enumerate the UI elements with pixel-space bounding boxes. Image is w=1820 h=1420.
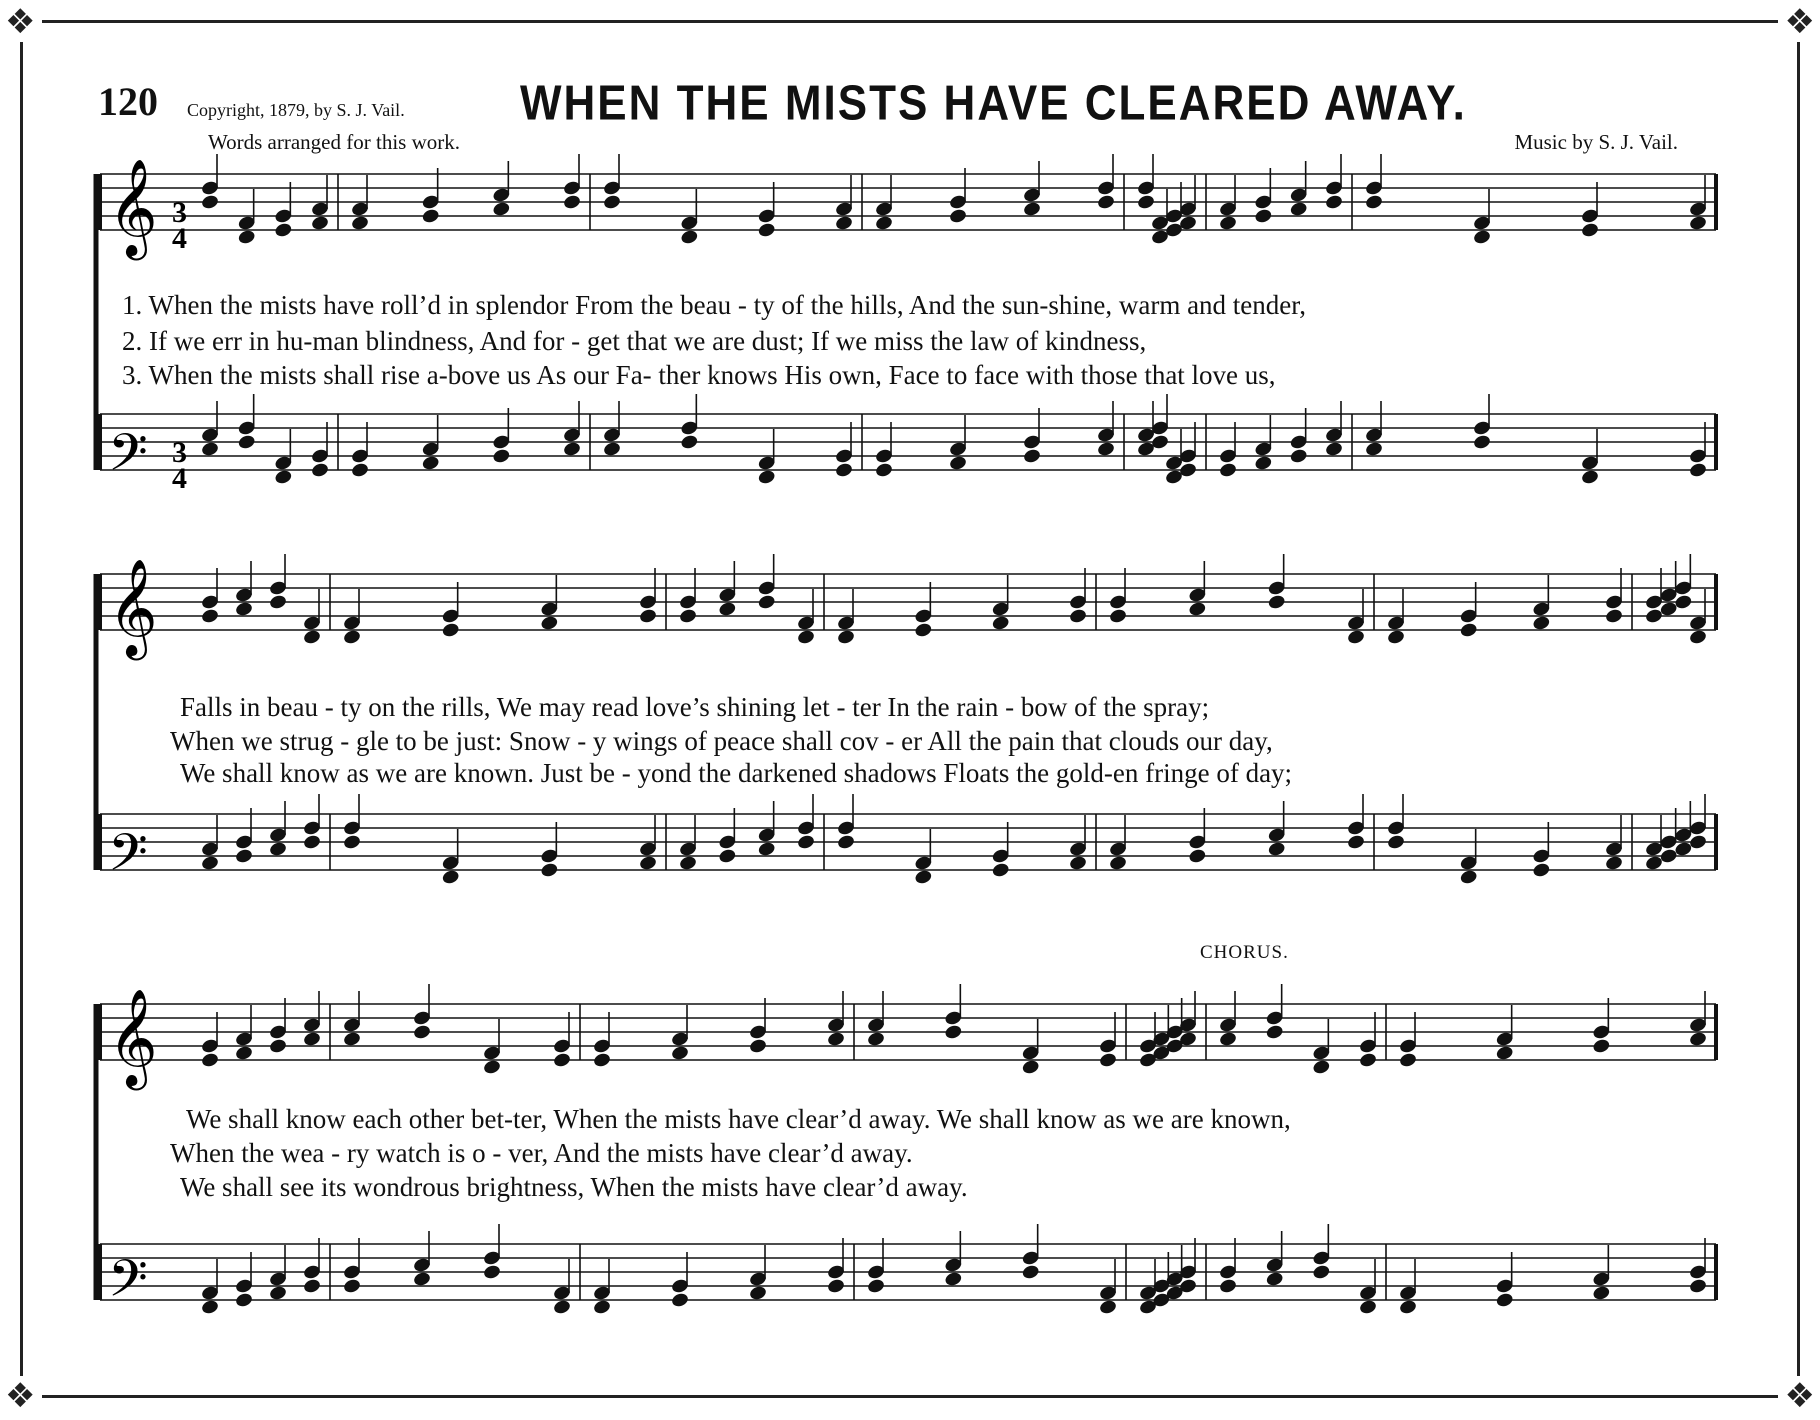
note-head: [1254, 455, 1273, 472]
time-signature-top: 3: [172, 436, 187, 469]
chorus-label: CHORUS.: [1200, 942, 1289, 963]
note-head: [638, 608, 657, 625]
note-head: [826, 1278, 845, 1295]
note-head: [1386, 629, 1405, 646]
note-head: [1472, 434, 1491, 451]
note-head: [1218, 462, 1237, 479]
note-head: [991, 862, 1010, 879]
note-head: [1644, 608, 1663, 625]
note-head: [268, 1038, 287, 1055]
words-credit: Words arranged for this work.: [208, 130, 460, 154]
note-head: [302, 1278, 321, 1295]
note-head: [268, 841, 287, 858]
note-head: [1688, 215, 1707, 232]
note-head: [1021, 1264, 1040, 1281]
music-credit: Music by S. J. Vail.: [1514, 130, 1678, 154]
note-head: [1604, 855, 1623, 872]
note-head: [302, 629, 321, 646]
note-head: [200, 1052, 219, 1069]
note-head: [1265, 1271, 1284, 1288]
note-head: [1688, 1278, 1707, 1295]
note-head: [757, 841, 776, 858]
note-head: [412, 1271, 431, 1288]
note-head: [602, 194, 621, 211]
note-head: [836, 629, 855, 646]
note-head: [748, 1285, 767, 1302]
note-head: [200, 441, 219, 458]
note-head: [1364, 441, 1383, 458]
note-head: [1674, 841, 1693, 858]
note-head: [200, 1299, 219, 1316]
ornament-icon: ❖: [5, 2, 36, 42]
note-head: [302, 1031, 321, 1048]
note-head: [1688, 462, 1707, 479]
note-head: [274, 469, 293, 486]
note-head: [1472, 229, 1491, 246]
note-head: [310, 462, 329, 479]
ornament-icon: ❖: [1784, 1376, 1815, 1416]
note-head: [748, 1038, 767, 1055]
note-head: [1592, 1038, 1611, 1055]
copyright-notice: Copyright, 1879, by S. J. Vail.: [187, 100, 405, 120]
note-head: [552, 1052, 571, 1069]
note-head: [540, 862, 559, 879]
note-head: [540, 615, 559, 632]
note-head: [1659, 601, 1678, 618]
note-head: [1346, 629, 1365, 646]
treble-clef-icon: 𝄞: [108, 158, 158, 256]
note-head: [592, 1052, 611, 1069]
note-head: [268, 594, 287, 611]
note-head: [1459, 869, 1478, 886]
note-head: [834, 462, 853, 479]
note-head: [302, 834, 321, 851]
note-head: [1218, 1031, 1237, 1048]
note-head: [1580, 222, 1599, 239]
hymn-number: 120: [98, 79, 158, 124]
lyric-verse-1: Falls in beau - ty on the rills, We may read love’s shining let - ter In the rain - bow of the spray;: [180, 692, 1210, 722]
note-head: [678, 608, 697, 625]
note-head: [342, 834, 361, 851]
note-head: [562, 194, 581, 211]
note-head: [482, 1264, 501, 1281]
note-head: [237, 434, 256, 451]
note-head: [552, 1299, 571, 1316]
note-head: [1289, 448, 1308, 465]
note-head: [1068, 608, 1087, 625]
note-head: [1218, 1278, 1237, 1295]
note-head: [274, 222, 293, 239]
note-head: [944, 1271, 963, 1288]
note-head: [1604, 608, 1623, 625]
note-head: [350, 215, 369, 232]
note-head: [866, 1031, 885, 1048]
ornament-icon: ❖: [5, 1376, 36, 1416]
note-head: [1312, 1059, 1331, 1076]
note-head: [1096, 441, 1115, 458]
note-head: [234, 848, 253, 865]
note-head: [1398, 1299, 1417, 1316]
note-head: [1346, 834, 1365, 851]
note-head: [874, 215, 893, 232]
note-head: [1358, 1052, 1377, 1069]
lyric-verse-3: 3. When the mists shall rise a-bove us As our Fa- ther knows His own, Face to face with those that love us,: [122, 360, 1276, 390]
note-head: [914, 622, 933, 639]
note-head: [680, 229, 699, 246]
note-head: [1592, 1285, 1611, 1302]
note-head: [1021, 1059, 1040, 1076]
note-head: [1022, 448, 1041, 465]
note-head: [342, 1031, 361, 1048]
note-head: [757, 469, 776, 486]
note-head: [1068, 855, 1087, 872]
note-head: [1688, 834, 1707, 851]
note-head: [1364, 194, 1383, 211]
treble-clef-icon: 𝄞: [108, 988, 158, 1086]
note-head: [412, 1024, 431, 1041]
note-head: [1324, 194, 1343, 211]
note-head: [482, 1059, 501, 1076]
note-head: [1108, 608, 1127, 625]
note-head: [1495, 1045, 1514, 1062]
note-head: [234, 601, 253, 618]
note-head: [1096, 194, 1115, 211]
note-head: [914, 869, 933, 886]
note-head: [866, 1278, 885, 1295]
note-head: [234, 1045, 253, 1062]
note-head: [796, 629, 815, 646]
note-head: [1312, 1264, 1331, 1281]
lyric-verse-3: We shall know as we are known. Just be - yond the darkened shadows Floats the gold-en fringe of day;: [180, 758, 1293, 788]
lyric-verse-2: 2. If we err in hu-man blindness, And for - get that we are dust; If we miss the law of kindness,: [122, 326, 1147, 356]
note-head: [670, 1292, 689, 1309]
note-head: [492, 448, 511, 465]
note-head: [991, 615, 1010, 632]
note-head: [1495, 1292, 1514, 1309]
bass-clef-icon: 𝄢: [108, 822, 148, 895]
note-head: [948, 455, 967, 472]
note-head: [826, 1031, 845, 1048]
note-head: [1289, 201, 1308, 218]
note-head: [757, 222, 776, 239]
note-head: [1254, 208, 1273, 225]
note-head: [602, 441, 621, 458]
note-head: [670, 1045, 689, 1062]
note-head: [492, 201, 511, 218]
lyric-verse-1: 1. When the mists have roll’d in splendor From the beau - ty of the hills, And the sun-shine, warm and tender,: [122, 290, 1306, 320]
note-head: [562, 441, 581, 458]
note-head: [1267, 841, 1286, 858]
note-head: [1644, 855, 1663, 872]
note-head: [1098, 1052, 1117, 1069]
note-head: [1674, 594, 1693, 611]
ornament-icon: ❖: [1784, 2, 1815, 42]
note-head: [1136, 194, 1155, 211]
note-head: [342, 1278, 361, 1295]
note-head: [268, 1285, 287, 1302]
note-head: [441, 622, 460, 639]
note-head: [796, 834, 815, 851]
note-head: [200, 855, 219, 872]
note-head: [1098, 1299, 1117, 1316]
note-head: [1324, 441, 1343, 458]
time-signature-top: 3: [172, 196, 187, 229]
note-head: [200, 608, 219, 625]
note-head: [1688, 1031, 1707, 1048]
note-head: [1532, 615, 1551, 632]
lyric-verse-2: When we strug - gle to be just: Snow - y wings of peace shall cov - er All the pain that clouds our day,: [170, 726, 1273, 756]
note-head: [342, 629, 361, 646]
note-head: [592, 1299, 611, 1316]
note-head: [200, 194, 219, 211]
note-head: [1398, 1052, 1417, 1069]
lyric-verse-1: We shall know each other bet-ter, When the mists have clear’d away. We shall know as we are known,: [186, 1104, 1291, 1134]
lyric-verse-3: We shall see its wondrous brightness, When the mists have clear’d away.: [180, 1172, 968, 1202]
note-head: [680, 434, 699, 451]
note-head: [718, 601, 737, 618]
note-head: [1659, 848, 1678, 865]
note-head: [1218, 215, 1237, 232]
time-signature-bottom: 4: [172, 462, 187, 495]
note-head: [1188, 601, 1207, 618]
bass-clef-icon: 𝄢: [108, 1248, 148, 1321]
note-head: [718, 848, 737, 865]
lyric-verse-2: When the wea - ry watch is o - ver, And the mists have clear’d away.: [170, 1138, 913, 1168]
note-head: [1532, 862, 1551, 879]
note-head: [834, 215, 853, 232]
time-signature-bottom: 4: [172, 222, 187, 255]
treble-clef-icon: 𝄞: [108, 558, 158, 656]
note-head: [836, 834, 855, 851]
note-head: [1108, 855, 1127, 872]
note-head: [1580, 469, 1599, 486]
note-head: [948, 208, 967, 225]
note-head: [1267, 594, 1286, 611]
note-head: [350, 462, 369, 479]
note-head: [310, 215, 329, 232]
note-head: [678, 855, 697, 872]
bass-clef-icon: 𝄢: [108, 422, 148, 495]
note-head: [1265, 1024, 1284, 1041]
note-head: [237, 229, 256, 246]
note-head: [1022, 201, 1041, 218]
note-head: [757, 594, 776, 611]
note-head: [1459, 622, 1478, 639]
hymn-title: WHEN THE MISTS HAVE CLEARED AWAY.: [520, 76, 1467, 131]
note-head: [1358, 1299, 1377, 1316]
note-head: [944, 1024, 963, 1041]
note-head: [1386, 834, 1405, 851]
note-head: [234, 1292, 253, 1309]
note-head: [638, 855, 657, 872]
note-head: [421, 208, 440, 225]
note-head: [1688, 629, 1707, 646]
note-head: [441, 869, 460, 886]
note-head: [421, 455, 440, 472]
note-head: [1188, 848, 1207, 865]
note-head: [874, 462, 893, 479]
